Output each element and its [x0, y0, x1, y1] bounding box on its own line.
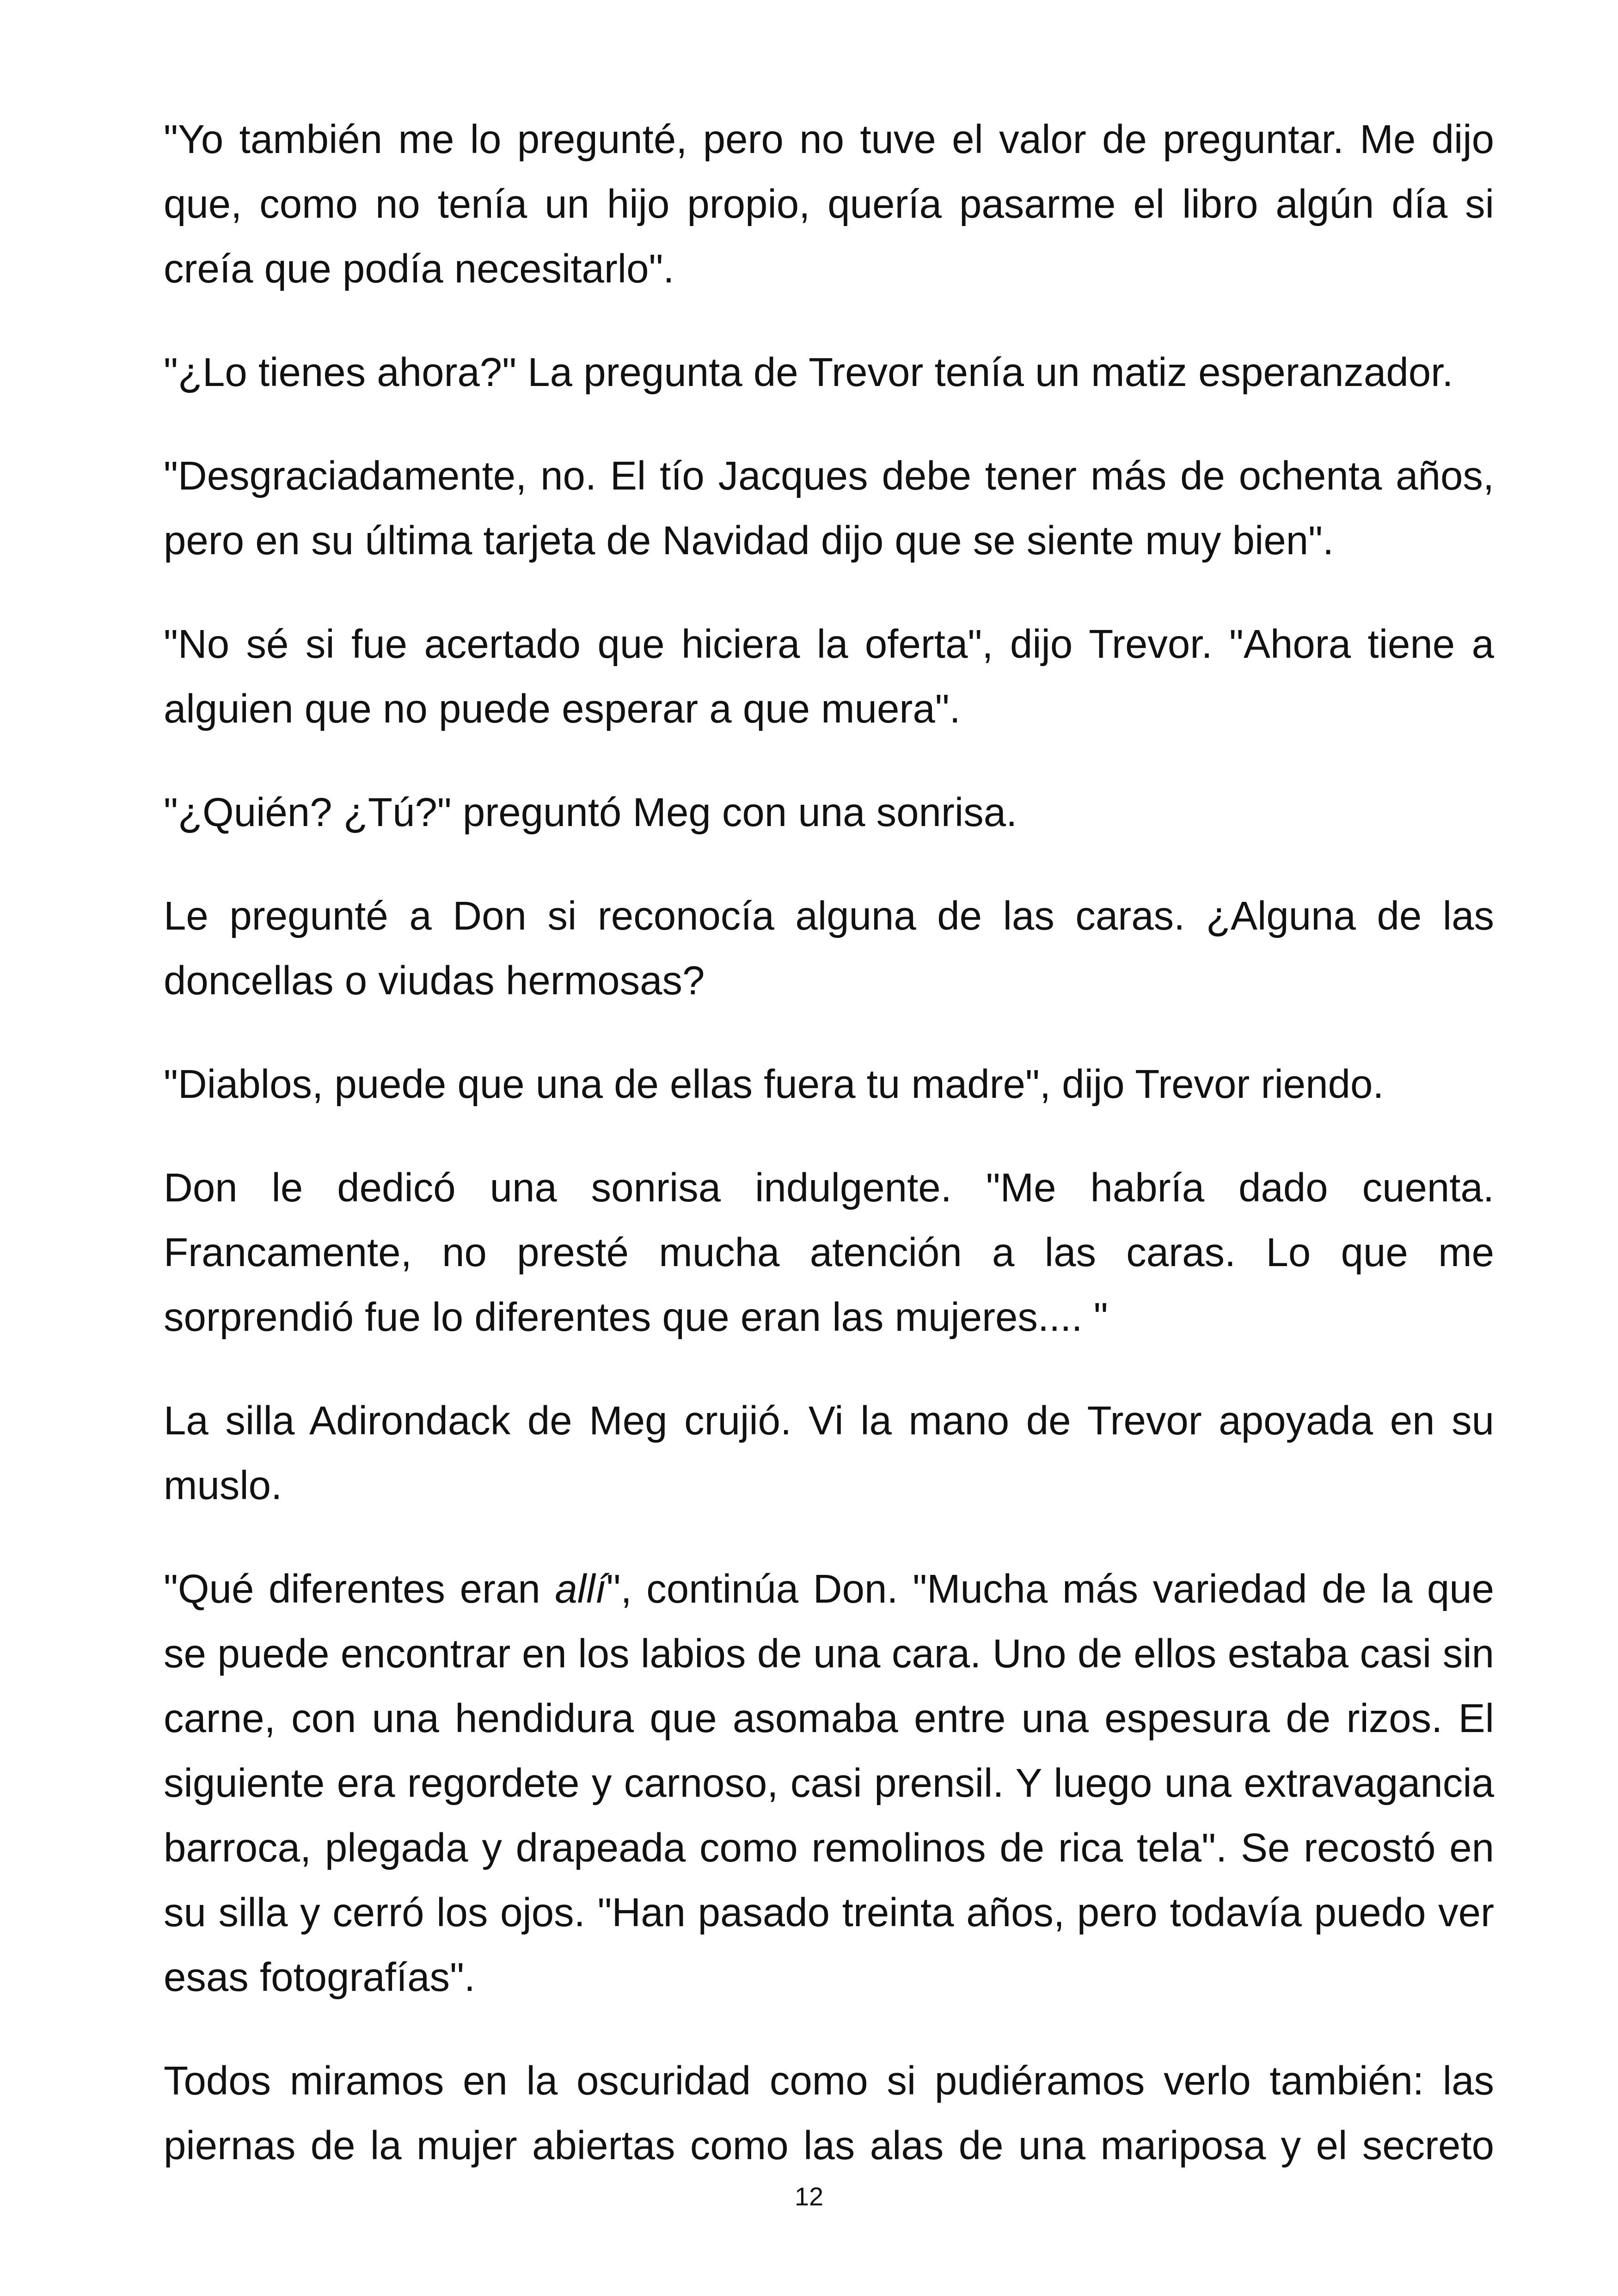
paragraph: "Diablos, puede que una de ellas fuera tu madre", dijo Trevor riendo.: [164, 1062, 1384, 1107]
paragraph-with-italic: [164, 1557, 1494, 2010]
paragraph: La silla Adirondack de Meg crujió. Vi la mano de Trevor apoyada en su muslo.: [164, 1398, 1494, 1508]
paragraph: Don le dedicó una sonrisa indulgente. "Me habría dado cuenta. Francamente, no presté mucha atención a las caras. Lo que me sorprendió fue lo diferentes que eran las mujeres.... ": [164, 1165, 1494, 1340]
paragraph: "¿Lo tienes ahora?" La pregunta de Trevor tenía un matiz esperanzador.: [164, 350, 1453, 395]
italic-word: allí: [555, 1567, 607, 1611]
paragraph-text: "Qué diferentes eran: [164, 1567, 555, 1611]
page-number: 12: [794, 2182, 824, 2211]
body-text: [164, 107, 1494, 2217]
paragraph-text: ", continúa Don. "Mucha más variedad de la que se puede encontrar en los labios de una cara. Uno de ellos estaba casi sin carne, con una hendidura que asomaba entre una espesura de rizos. El siguiente era regordete y carnoso, casi prensil. Y luego una extravagancia barroca, plegada y drapeada como remolinos de rica tela". Se recostó en su silla y cerró los ojos. "Han pasado treinta años, pero todavía puedo ver esas fotografías".: [164, 1567, 1494, 2000]
paragraph: "Yo también me lo pregunté, pero no tuve el valor de preguntar. Me dijo que, como no tenía un hijo propio, quería pasarme el libro algún día si creía que podía necesitarlo".: [164, 117, 1494, 291]
paragraph: "No sé si fue acertado que hiciera la oferta", dijo Trevor. "Ahora tiene a alguien que no puede esperar a que muera".: [164, 622, 1494, 731]
paragraph: "Desgraciadamente, no. El tío Jacques debe tener más de ochenta años, pero en su última tarjeta de Navidad dijo que se siente muy bien".: [164, 453, 1494, 563]
paragraph: Le pregunté a Don si reconocía alguna de las caras. ¿Alguna de las doncellas o viudas hermosas?: [164, 894, 1494, 1003]
paragraph: "¿Quién? ¿Tú?" preguntó Meg con una sonrisa.: [164, 790, 1017, 835]
paragraph: Todos miramos en la oscuridad como si pudiéramos verlo también: las piernas de la mujer abiertas como las alas de una mariposa y el secreto: [164, 2058, 1494, 2168]
